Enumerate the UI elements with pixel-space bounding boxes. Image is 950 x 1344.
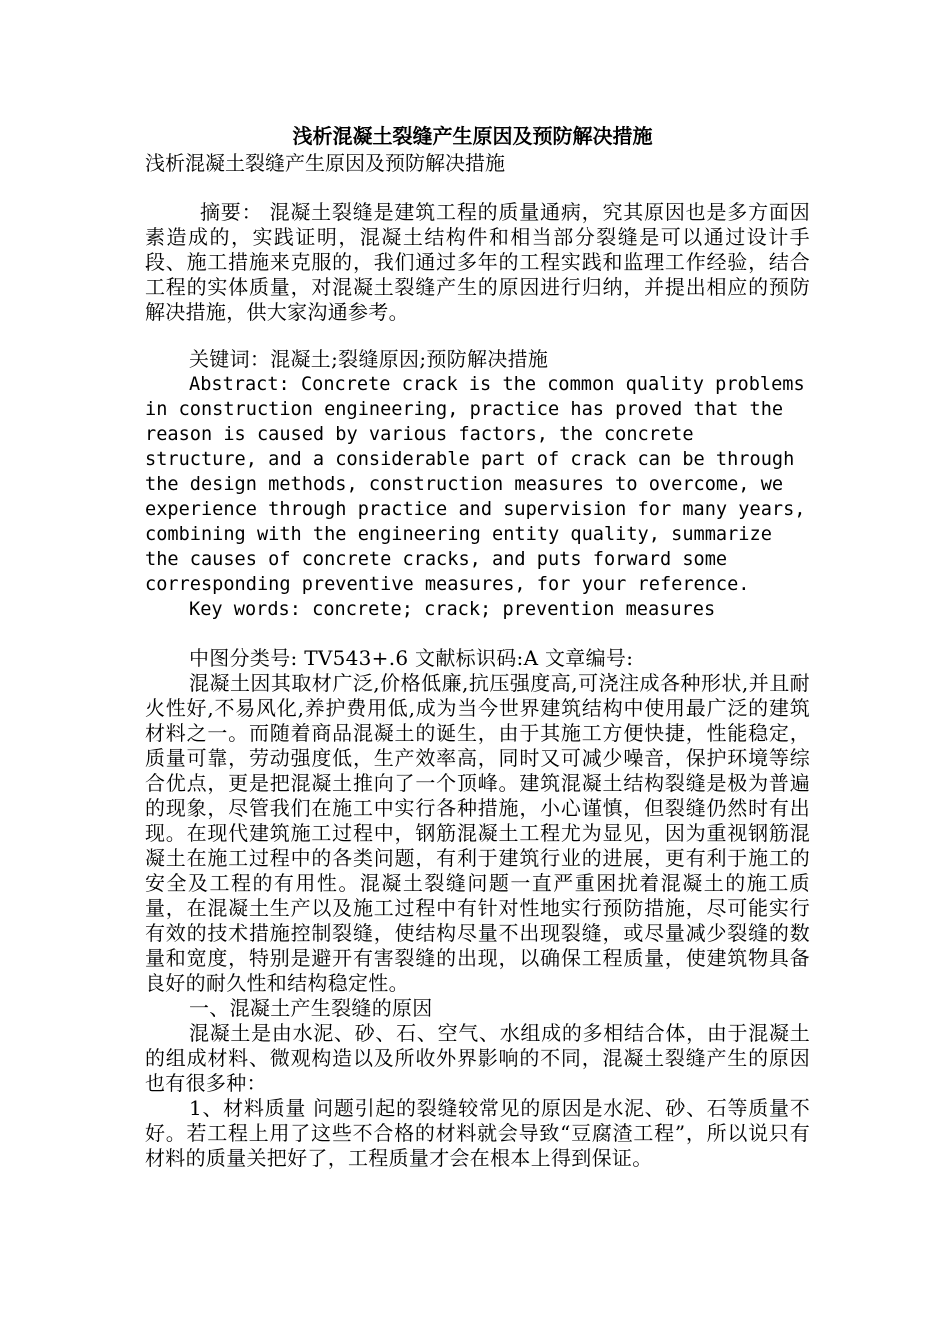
section-heading: 一、混凝土产生裂缝的原因 — [189, 996, 433, 1020]
keywords-chinese: 关键词：混凝土;裂缝原因;预防解决措施 — [189, 347, 549, 371]
document-page — [145, 122, 810, 1171]
section-paragraph: 混凝土是由水泥、砂、石、空气、水组成的多相结合体，由于混凝土的组成材料、微观构造以及所收外界影响的不同，混凝土裂缝产生的原因也有很多种： — [145, 1021, 810, 1095]
document-subtitle: 浅析混凝土裂缝产生原因及预防解决措施 — [145, 151, 505, 175]
document-title: 浅析混凝土裂缝产生原因及预防解决措施 — [292, 124, 653, 148]
keywords-english: Key words: concrete; crack; prevention measures — [189, 599, 716, 620]
abstract-english: Abstract: Concrete crack is the common quality problems in construction engineering, practice has proved that the reason is caused by various factors, the concrete structure, and a considerable part of crack can be through the design methods, construction measures to overcome, we experience through practice and supervision for many years, combining with the engineering entity quality, summarize the causes of concrete cracks, and puts forward some corresponding preventive measures, for your reference. — [145, 374, 806, 595]
abstract-chinese: 摘要： 混凝土裂缝是建筑工程的质量通病，究其原因也是多方面因素造成的，实践证明，混凝土结构件和相当部分裂缝是可以通过设计手段、施工措施来克服的，我们通过多年的工程实践和监理工作经验，结合工程的实体质量，对混凝土裂缝产生的原因进行归纳，并提出相应的预防解决措施，供大家沟通参考。 — [145, 200, 810, 324]
intro-paragraph: 混凝土因其取材广泛,价格低廉,抗压强度高,可浇注成各种形状,并且耐火性好,不易风化,养护费用低,成为当今世界建筑结构中使用最广泛的建筑材料之一。而随着商品混凝土的诞生，由于其施工方便快捷，性能稳定，质量可靠，劳动强度低，生产效率高，同时又可减少噪音，保护环境等综合优点，更是把混凝土推向了一个顶峰。建筑混凝土结构裂缝是极为普遍的现象，尽管我们在施工中实行各种措施，小心谨慎，但裂缝仍然时有出现。在现代建筑施工过程中，钢筋混凝土工程尤为显见，因为重视钢筋混凝土在施工过程中的各类问题，有利于建筑行业的进展，更有利于施工的安全及工程的有用性。混凝土裂缝问题一直严重困扰着混凝土的施工质量，在混凝土生产以及施工过程中有针对性地实行预防措施，尽可能实行有效的技术措施控制裂缝，使结构尽量不出现裂缝，或尽量减少裂缝的数量和宽度，特别是避开有害裂缝的出现，以确保工程质量，使建筑物具备良好的耐久性和结构稳定性。 — [145, 671, 810, 995]
classification-line: 中图分类号: TV543+.6 文献标识码:A 文章编号: — [189, 646, 634, 670]
list-item: 1、材料质量 问题引起的裂缝较常见的原因是水泥、砂、石等质量不好。若工程上用了这些不合格的材料就会导致“豆腐渣工程”，所以说只有材料的质量关把好了，工程质量才会在根本上得到保证。 — [145, 1096, 810, 1170]
